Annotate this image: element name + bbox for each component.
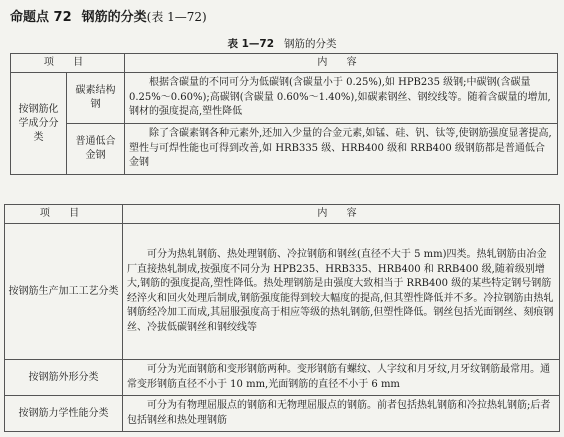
processing-shape-mechanics-table	[4, 204, 560, 432]
table-row	[11, 124, 558, 175]
content-cell: 可分为光面钢筋和变形钢筋两种。变形钢筋有螺纹、人字纹和月牙纹,月牙纹钢筋最常用。通常变形钢筋直径不小于 10 mm,光面钢筋的直径不小于 6 mm	[123, 360, 560, 396]
content-cell: 根据含碳量的不同可分为低碳钢(含碳量小于 0.25%),如 HPB235 级钢;中碳钢(含碳量 0.25%～0.60%);高碳钢(含碳量 0.60%～1.40%),如碳素钢丝、钢绞线等。随着含碳量的增加,钢材的强度提高,塑性降低	[125, 73, 558, 124]
header-content: 内 容	[125, 54, 558, 73]
content-cell: 可分为有物理屈服点的钢筋和无物理屈服点的钢筋。前者包括热轧钢筋和冷拉热轧钢筋;后者包括钢丝和热处理钢筋	[123, 396, 560, 432]
table-row	[11, 73, 558, 124]
content-cell: 可分为热轧钢筋、热处理钢筋、冷拉钢筋和钢丝(直径不大于 5 mm)四类。热轧钢筋由冶金厂直接热轧制成,按强度不同分为 HPB235、HRB335、HRB400 和 RRB400 级,随着级别增大,钢筋的强度提高,塑性降低。热处理钢筋是由强度大致相当于 RRB400 级的某些特定钢号钢筋经淬火和回火处理后制成,钢筋强度能得到较大幅度的提高,但其塑性降低并不多。冷拉钢筋由热轧钢筋经冷加工而成,其屈服强度高于相应等级的热轧钢筋,但塑性降低。钢丝包括光面钢丝、刻痕钢丝、冷拔低碳钢丝和钢绞线等	[123, 224, 560, 360]
content-cell: 除了含碳素钢各种元素外,还加入少量的合金元素,如锰、硅、钒、钛等,使钢筋强度显著提高,塑性与可焊性能也可得到改善,如 HRB335 级、HRB400 级和 RRB400 级钢筋都是普通低合金钢	[125, 124, 558, 175]
table-caption	[0, 36, 564, 51]
topic-table-ref: (表 1—72)	[146, 10, 207, 24]
subcategory-cell: 普通低合金钢	[67, 124, 125, 175]
category-cell: 按钢筋外形分类	[5, 360, 123, 396]
table-row	[5, 396, 560, 432]
chemical-composition-table	[10, 53, 558, 175]
category-cell: 按钢筋力学性能分类	[5, 396, 123, 432]
header-item: 项 目	[11, 54, 125, 73]
subcategory-cell: 碳素结构钢	[67, 73, 125, 124]
table-header-row	[5, 205, 560, 224]
topic-number: 命题点 72	[10, 10, 72, 25]
page-heading	[10, 6, 207, 25]
table-title: 钢筋的分类	[284, 38, 337, 50]
header-content: 内 容	[123, 205, 560, 224]
table-row	[5, 224, 560, 360]
topic-title: 钢筋的分类	[81, 10, 147, 25]
table-header-row	[11, 54, 558, 73]
category-cell: 按钢筋生产加工工艺分类	[5, 224, 123, 360]
category-cell: 按钢筋化学成分分类	[11, 73, 67, 175]
table-row	[5, 360, 560, 396]
table-number: 表 1—72	[227, 38, 275, 50]
header-item: 项 目	[5, 205, 123, 224]
